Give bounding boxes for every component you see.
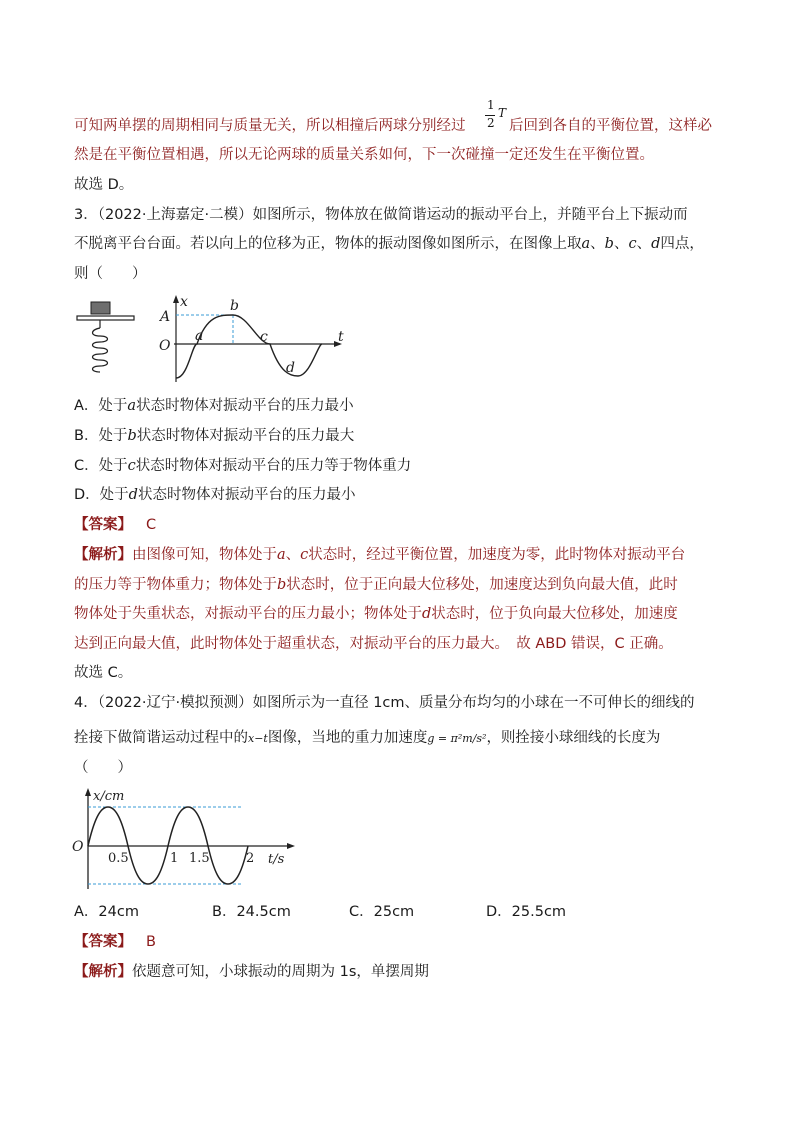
q3-point-d: d bbox=[286, 360, 295, 376]
q4-stem-text: 拴接下做简谐运动过程中的 bbox=[74, 730, 248, 746]
q4-stem-line-3: （ ） bbox=[74, 760, 132, 776]
fraction-numerator: 1 bbox=[487, 98, 495, 112]
q4-stem-line-2 bbox=[74, 728, 660, 749]
q3-O-label: O bbox=[159, 338, 171, 354]
q4-tick-0.5: 0.5 bbox=[108, 851, 129, 866]
q4-y-label: x/cm bbox=[93, 789, 125, 804]
q3-select: 故选 C。 bbox=[74, 665, 133, 681]
q3-option-c[interactable] bbox=[74, 456, 411, 476]
analysis-text: 状态时，经过平衡位置，加速度为零，此时物体对振动平台 bbox=[308, 547, 686, 563]
sep: 、 bbox=[590, 236, 605, 252]
analysis-text: 依题意可知，小球振动的周期为 1s，单摆周期 bbox=[132, 964, 429, 980]
prev-explanation-text-a: 可知两单摆的周期相同与质量无关，所以相撞后两球分别经过 bbox=[74, 118, 466, 134]
answer-value: C bbox=[146, 517, 157, 533]
var-c: c bbox=[628, 236, 637, 252]
analysis-text: 由图像可知，物体处于 bbox=[132, 547, 277, 563]
sep: 、 bbox=[636, 236, 652, 252]
spring-coil bbox=[93, 328, 108, 372]
q4-option-d[interactable]: D．25.5cm bbox=[486, 904, 567, 920]
opt-post: 状态时物体对振动平台的压力最小 bbox=[136, 398, 354, 414]
fraction-T: T bbox=[498, 106, 507, 120]
q3-stem-tail: 四点， bbox=[660, 236, 704, 252]
var-b: b bbox=[277, 577, 287, 593]
var-d: d bbox=[422, 606, 432, 622]
fraction-denominator: 2 bbox=[487, 116, 495, 130]
answer-value: B bbox=[146, 934, 156, 950]
opt-pre: B．处于 bbox=[74, 428, 128, 444]
q3-stem-line-3: 则（ ） bbox=[74, 266, 147, 282]
opt-post: 状态时物体对振动平台的压力最大 bbox=[136, 428, 355, 444]
q4-figure bbox=[70, 785, 300, 895]
q4-xt: x−t bbox=[248, 732, 268, 745]
opt-post: 状态时物体对振动平台的压力最小 bbox=[137, 487, 356, 503]
q3-point-b: b bbox=[230, 298, 239, 314]
q4-tick-1.5: 1.5 bbox=[189, 851, 210, 866]
prev-select: 故选 D。 bbox=[74, 177, 134, 193]
q4-option-b[interactable]: B．24.5cm bbox=[212, 904, 291, 920]
opt-pre: C．处于 bbox=[74, 458, 128, 474]
sep: 、 bbox=[285, 547, 301, 563]
q4-stem-text: ，则拴接小球细线的长度为 bbox=[486, 730, 661, 746]
q3-analysis-line-3 bbox=[74, 604, 678, 624]
opt-var: b bbox=[127, 428, 137, 444]
analysis-text: 状态时，位于正向最大位移处，加速度达到负向最大值，此时 bbox=[286, 577, 678, 593]
opt-post: 状态时物体对振动平台的压力等于物体重力 bbox=[135, 458, 412, 474]
q4-x-label: t/s bbox=[268, 852, 285, 867]
opt-var: d bbox=[128, 487, 138, 503]
q4-tick-2: 2 bbox=[246, 851, 255, 866]
prev-explanation-line-1 bbox=[74, 116, 466, 136]
q3-stem-line-2 bbox=[74, 234, 704, 254]
q4-g-formula: g = π²m/s² bbox=[427, 732, 487, 745]
block-on-platform bbox=[91, 302, 110, 314]
var-a: a bbox=[581, 236, 591, 252]
q4-option-a[interactable]: A．24cm bbox=[74, 904, 139, 920]
opt-pre: A．处于 bbox=[74, 398, 128, 414]
q4-stem-text: 图像，当地的重力加速度 bbox=[267, 730, 428, 746]
sep: 、 bbox=[613, 236, 629, 252]
q4-analysis bbox=[74, 962, 429, 982]
q3-figure bbox=[70, 288, 360, 388]
answer-label: 【答案】 bbox=[74, 934, 132, 950]
q3-A-label: A bbox=[160, 309, 171, 325]
q3-option-a[interactable] bbox=[74, 396, 354, 416]
q4-option-c[interactable]: C．25cm bbox=[349, 904, 415, 920]
var-b: b bbox=[604, 236, 614, 252]
q3-t-label: t bbox=[338, 329, 344, 345]
q3-x-label: x bbox=[180, 294, 188, 310]
q3-option-d[interactable] bbox=[74, 485, 355, 505]
q3-analysis-line-2 bbox=[74, 575, 678, 595]
opt-pre: D．处于 bbox=[74, 487, 129, 503]
q3-option-b[interactable] bbox=[74, 426, 354, 446]
q3-analysis-line-1 bbox=[74, 545, 685, 565]
analysis-text: 状态时，位于负向最大位移处，加速度 bbox=[431, 606, 678, 622]
q3-answer bbox=[74, 515, 156, 535]
var-c: c bbox=[300, 547, 309, 563]
q4-stem-line-1: 4．（2022·辽宁·模拟预测）如图所示为一直径 1cm、质量分布均匀的小球在一不可伸长的细线的 bbox=[74, 695, 695, 711]
analysis-text: 的压力等于物体重力；物体处于 bbox=[74, 577, 277, 593]
prev-explanation-line-1b bbox=[509, 116, 712, 136]
q4-tick-1: 1 bbox=[170, 851, 179, 866]
analysis-label: 【解析】 bbox=[74, 547, 132, 563]
q3-stem-line-1: 3．（2022·上海嘉定·二模）如图所示，物体放在做简谐运动的振动平台上，并随平台上下振动而 bbox=[74, 207, 688, 223]
var-d: d bbox=[651, 236, 661, 252]
q3-point-a: a bbox=[195, 328, 204, 344]
opt-var: a bbox=[127, 398, 137, 414]
analysis-text: 物体处于失重状态，对振动平台的压力最小；物体处于 bbox=[74, 606, 422, 622]
q3-point-c: c bbox=[260, 329, 268, 345]
spring-platform-icon bbox=[77, 302, 134, 372]
q3-curve bbox=[176, 315, 322, 378]
q4-O-label: O bbox=[72, 839, 84, 855]
q4-answer bbox=[74, 932, 156, 952]
analysis-label: 【解析】 bbox=[74, 964, 132, 980]
answer-label: 【答案】 bbox=[74, 517, 132, 533]
platform-plate bbox=[77, 316, 134, 320]
q3-stem-text: 不脱离平台台面。若以向上的位移为正，物体的振动图像如图所示，在图像上取 bbox=[74, 236, 582, 252]
var-a: a bbox=[277, 547, 286, 563]
prev-explanation-line-2: 然是在平衡位置相遇，所以无论两球的质量关系如何，下一次碰撞一定还发生在平衡位置。 bbox=[74, 147, 654, 163]
q3-analysis-line-4: 达到正向最大值，此时物体处于超重状态，对振动平台的压力最大。 故 ABD 错误，C 正确。 bbox=[74, 636, 673, 652]
prev-explanation-text-b: 后回到各自的平衡位置，这样必 bbox=[509, 118, 712, 134]
opt-var: c bbox=[127, 458, 136, 474]
